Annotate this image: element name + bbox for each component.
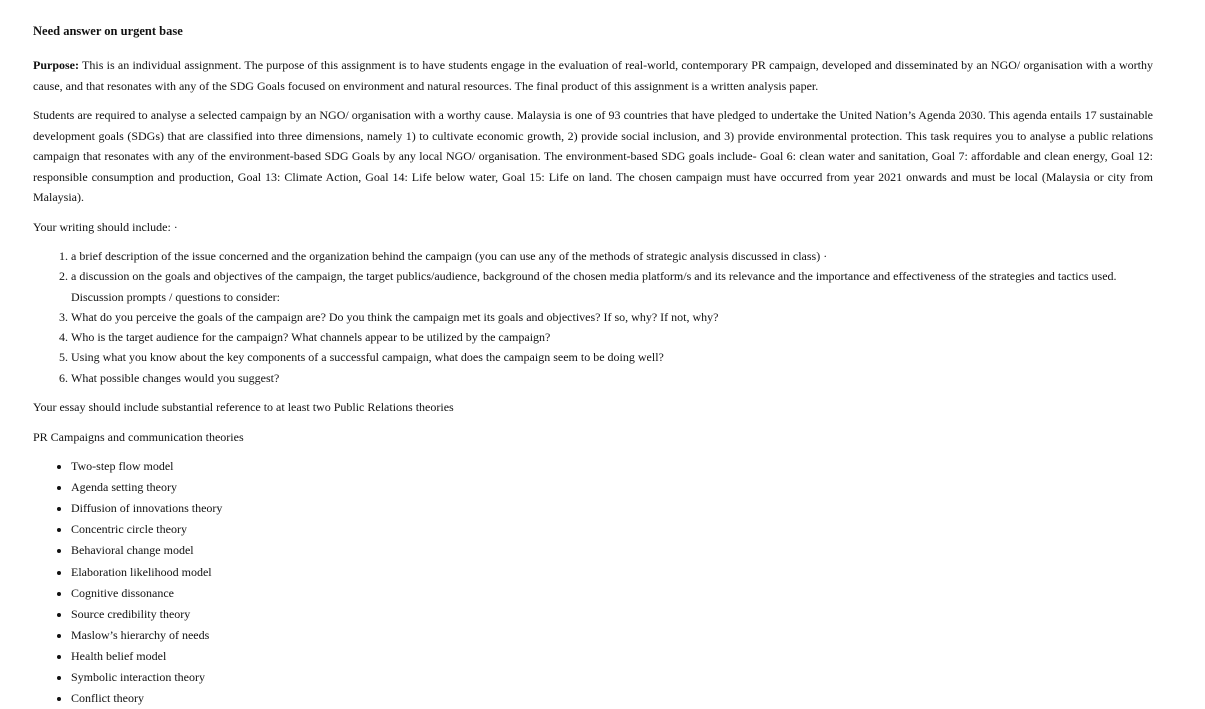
list-item: • Health belief model [71, 646, 1153, 667]
list-item: • Maslow’s hierarchy of needs [71, 625, 1153, 646]
essay-note: Your essay should include substantial reference to at least two Public Relations theories [33, 400, 454, 415]
list-item: 3. What do you perceive the goals of the campaign are? Do you think the campaign met its goals and objectives? If so, why? If not, why? [71, 307, 1153, 327]
list-item: 6. What possible changes would you suggest? [71, 368, 1153, 388]
list-item: 4. Who is the target audience for the campaign? What channels appear to be utilized by the campaign? [71, 327, 1153, 347]
students-paragraph: Students are required to analyse a selected campaign by an NGO/ organisation with a worthy cause. Malaysia is one of 93 countries that have pledged to undertake the United Nation’s Agenda 2030. This agenda entails 17 sustainable development goals (SDGs) that are classified into three dimensions, namely 1) to cultivate economic growth, 2) provide social inclusion, and 3) provide environmental protection. This task requires you to analyse a public relations campaign that resonates with any of the environment-based SDG Goals by any local NGO/ organisation. The environment-based SDG goals include- Goal 6: clean water and sanitation, Goal 7: affordable and clean energy, Goal 12: responsible consumption and production, Goal 13: Climate Action, Goal 14: Life below water, Goal 15: Life on land. The chosen campaign must have occurred from year 2021 onwards and must be local (Malaysia or city from Malaysia). [33, 108, 1153, 204]
writing-intro: Your writing should include: · [33, 219, 178, 234]
requirements-list [33, 246, 1153, 388]
document-heading: Need answer on urgent base [33, 24, 183, 38]
purpose-text: This is an individual assignment. The purpose of this assignment is to have students engage in the evaluation of real-world, contemporary PR campaign, developed and disseminated by an NGO/ organisation with a worthy cause, and that resonates with any of the SDG Goals focused on environment and natural resources. The final product of this assignment is a written analysis paper. [33, 58, 1153, 93]
list-item: • Behavioral change model [71, 540, 1153, 561]
list-item: • Symbolic interaction theory [71, 667, 1153, 688]
theories-title: PR Campaigns and communication theories [33, 429, 244, 444]
list-item: • Source credibility theory [71, 604, 1153, 625]
list-item: • Agenda setting theory [71, 477, 1153, 498]
list-item: 5. Using what you know about the key components of a successful campaign, what does the campaign seem to be doing well? [71, 347, 1153, 367]
list-item: 1. a brief description of the issue concerned and the organization behind the campaign (you can use any of the methods of strategic analysis discussed in class) · [71, 246, 1153, 266]
purpose-label: Purpose: [33, 58, 79, 72]
list-item: • Conflict theory [71, 688, 1153, 709]
list-item: • Two-step flow model [71, 456, 1153, 477]
list-item: • Elaboration likelihood model [71, 562, 1153, 583]
list-item: • Diffusion of innovations theory [71, 498, 1153, 519]
theories-list [33, 456, 1153, 709]
list-item: • Concentric circle theory [71, 519, 1153, 540]
purpose-paragraph [33, 55, 1153, 96]
list-item: • Cognitive dissonance [71, 583, 1153, 604]
list-item: 2. a discussion on the goals and objectives of the campaign, the target publics/audience, background of the chosen media platform/s and its relevance and the importance and effectiveness of the strategies and tactics used. Discussion prompts / questions to consider: [71, 266, 1153, 307]
